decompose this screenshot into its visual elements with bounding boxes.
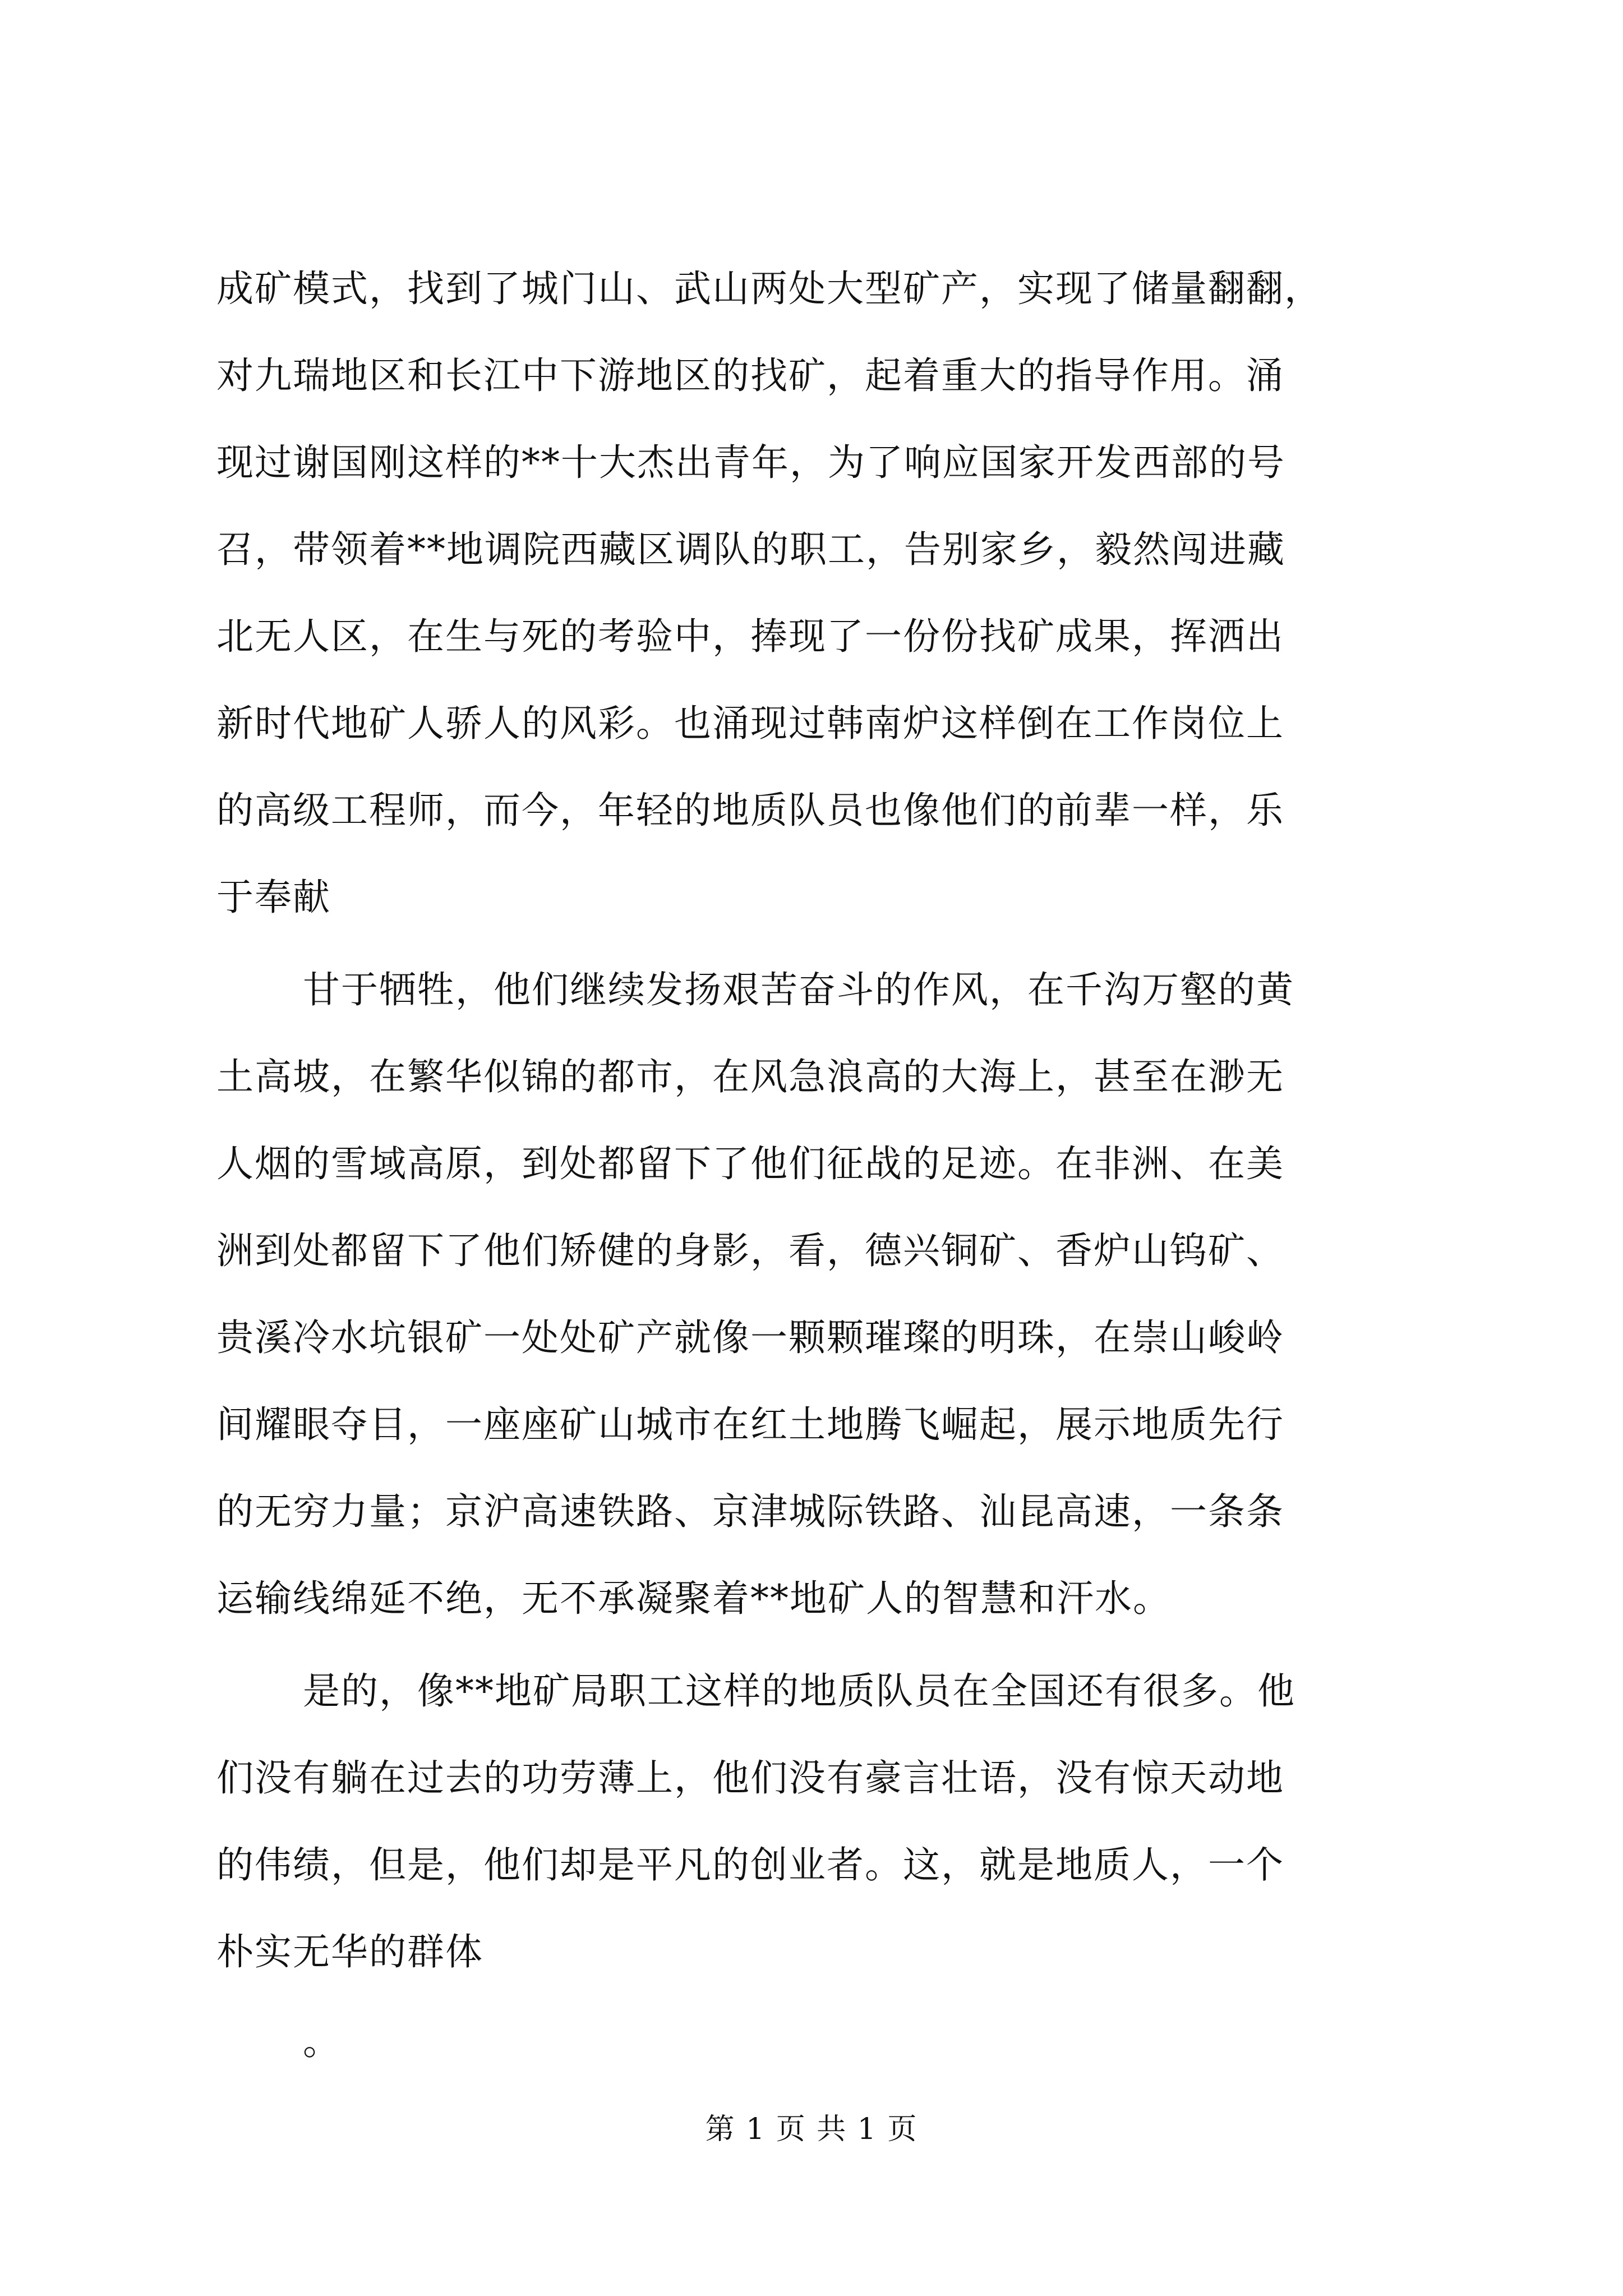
paragraph-1-line-7: 的高级工程师，而今，年轻的地质队员也像他们的前辈一样，乐 [216,789,1284,832]
paragraph-3-line-2: 们没有躺在过去的功劳薄上，他们没有豪言壮语，没有惊天动地 [216,1756,1284,1800]
page-number-footer: 第 1 页 共 1 页 [705,2113,918,2146]
paragraph-1-line-3: 现过谢国刚这样的**十大杰出青年，为了响应国家开发西部的号 [216,441,1285,484]
paragraph-2-line-1: 甘于牺牲，他们继续发扬艰苦奋斗的作风，在千沟万壑的黄 [303,968,1294,1011]
paragraph-3-line-4: 朴实无华的群体 [216,1930,483,1973]
paragraph-4-line-1: 。 [303,2020,341,2063]
paragraph-2-line-5: 贵溪冷水坑银矿一处处矿产就像一颗颗璀璨的明珠，在崇山峻岭 [216,1316,1284,1359]
paragraph-1-line-5: 北无人区，在生与死的考验中，捧现了一份份找矿成果，挥洒出 [216,615,1284,658]
paragraph-2-line-7: 的无穷力量；京沪高速铁路、京津城际铁路、汕昆高速，一条条 [216,1490,1284,1533]
paragraph-1-line-1: 成矿模式，找到了城门山、武山两处大型矿产，实现了储量翻翻， [216,267,1322,310]
paragraph-1-line-6: 新时代地矿人骄人的风彩。也涌现过韩南炉这样倒在工作岗位上 [216,702,1284,745]
paragraph-2-line-8: 运输线绵延不绝，无不承凝聚着**地矿人的智慧和汗水。 [216,1577,1171,1620]
paragraph-2-line-3: 人烟的雪域高原，到处都留下了他们征战的足迹。在非洲、在美 [216,1142,1284,1185]
paragraph-1-line-2: 对九瑞地区和长江中下游地区的找矿，起着重大的指导作用。涌 [216,354,1284,397]
paragraph-3-line-1: 是的，像**地矿局职工这样的地质队员在全国还有很多。他 [303,1669,1295,1713]
paragraph-3-line-3: 的伟绩，但是，他们却是平凡的创业者。这，就是地质人，一个 [216,1843,1284,1887]
paragraph-2-line-2: 土高坡，在繁华似锦的都市，在风急浪高的大海上，甚至在渺无 [216,1055,1284,1098]
paragraph-2-line-4: 洲到处都留下了他们矫健的身影，看，德兴铜矿、香炉山钨矿、 [216,1229,1284,1272]
paragraph-2-line-6: 间耀眼夺目，一座座矿山城市在红土地腾飞崛起，展示地质先行 [216,1403,1284,1446]
paragraph-1-line-8: 于奉献 [216,876,331,919]
paragraph-1-line-4: 召，带领着**地调院西藏区调队的职工，告别家乡，毅然闯进藏 [216,528,1285,571]
